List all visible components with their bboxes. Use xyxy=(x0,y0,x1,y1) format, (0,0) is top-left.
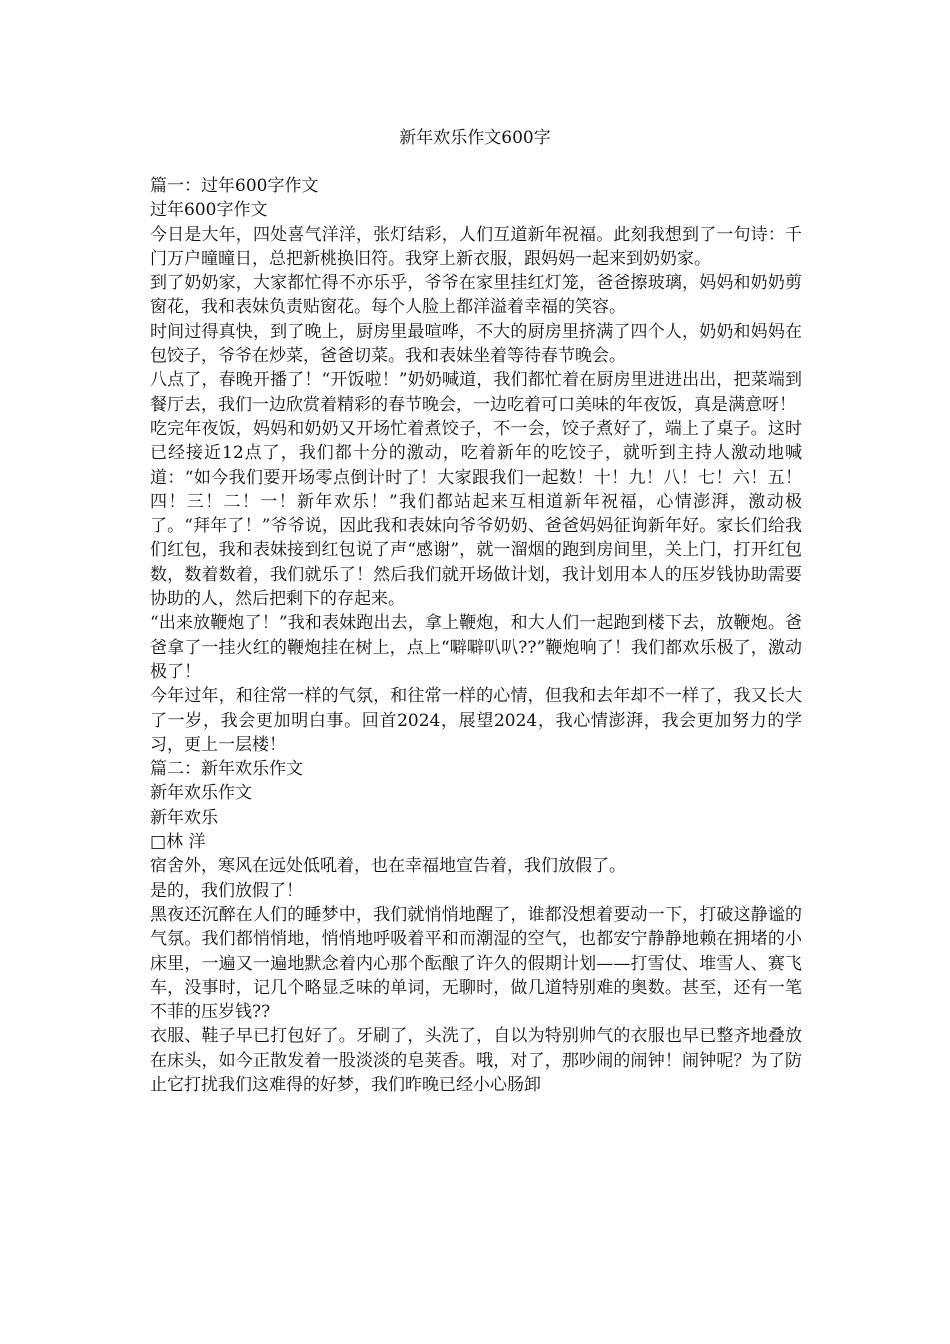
paragraph: 是的，我们放假了！ xyxy=(150,880,303,901)
paragraph: 宿舍外，寒风在远处低吼着，也在幸福地宣告着，我们放假了。 xyxy=(150,856,626,877)
document-body xyxy=(150,174,802,1097)
paragraph: 今年过年，和往常一样的气氛，和往常一样的心情，但我和去年却不一样了，我又长大了一岁，我会更加明白事。回首2024，展望2024，我心情澎湃，我会更加努力的学习，更上一层楼！ xyxy=(150,686,802,755)
paragraph: 到了奶奶家，大家都忙得不亦乐乎，爷爷在家里挂红灯笼，爸爸擦玻璃，妈妈和奶奶剪窗花，我和表妹负责贴窗花。每个人脸上都洋溢着幸福的笑容。 xyxy=(150,273,802,318)
paragraph: 今日是大年，四处喜气洋洋，张灯结彩，人们互道新年祝福。此刻我想到了一句诗：千门万户曈曈日，总把新桃换旧符。我穿上新衣服，跟妈妈一起来到奶奶家。 xyxy=(150,224,802,269)
paragraph: 衣服、鞋子早已打包好了。牙刷了，头洗了，自以为特别帅气的衣服也早已整齐地叠放在床头，如今正散发着一股淡淡的皂荚香。哦，对了，那吵闹的闹钟！闹钟呢？为了防止它打扰我们这难得的好梦，我们昨晚已经小心肠卸 xyxy=(150,1026,802,1095)
paragraph: 黑夜还沉醉在人们的睡梦中，我们就悄悄地醒了，谁都没想着要动一下，打破这静谧的气氛。我们都悄悄地，悄悄地呼吸着平和而潮湿的空气，也都安宁静静地赖在拥堵的小床里，一遍又一遍地默念着内心那个酝酿了许久的假期计划——打雪仗、堆雪人、赛飞车，没事时，记几个略显乏味的单词，无聊时，做几道特别难的奥数。甚至，还有一笔不菲的压岁钱?? xyxy=(150,904,802,1023)
paragraph: 吃完年夜饭，妈妈和奶奶又开场忙着煮饺子，不一会，饺子煮好了，端上了桌子。这时已经接近12点了，我们都十分的激动，吃着新年的吃饺子，就听到主持人激动地喊道：“如今我们要开场零点倒计时了！大家跟我们一起数！十！九！八！七！六！五！四！三！二！一！新年欢乐！”我们都站起来互相道新年祝福，心情澎湃，激动极了。“拜年了！”爷爷说，因此我和表妹向爷爷奶奶、爸爸妈妈征询新年好。家长们给我们红包，我和表妹接到红包说了声“感谢”，就一溜烟的跑到房间里，关上门，打开红包数，数着数着，我们就乐了！然后我们就开场做计划，我计划用本人的压岁钱协助需要协助的人，然后把剩下的存起来。 xyxy=(150,418,802,610)
article-title-1: 过年600字作文 xyxy=(150,200,268,221)
author-line: □林 洋 xyxy=(150,832,206,853)
paragraph: 时间过得真快，到了晚上，厨房里最喧哗，不大的厨房里挤满了四个人，奶奶和妈妈在包饺子，爷爷在炒菜，爸爸切菜。我和表妹坐着等待春节晚会。 xyxy=(150,321,802,367)
paragraph: “出来放鞭炮了！”我和表妹跑出去，拿上鞭炮，和大人们一起跑到楼下去，放鞭炮。爸爸拿了一挂火红的鞭炮挂在树上，点上“噼噼叭叭??”鞭炮响了！我们都欢乐极了，激动极了！ xyxy=(150,613,802,682)
section-heading-2: 篇二：新年欢乐作文 xyxy=(150,759,303,780)
section-heading-1: 篇一：过年600字作文 xyxy=(150,176,319,196)
article-title-2: 新年欢乐作文 xyxy=(150,783,252,804)
article-subtitle: 新年欢乐 xyxy=(150,807,218,828)
paragraph: 八点了，春晚开播了！“开饭啦！”奶奶喊道，我们都忙着在厨房里进进出出，把菜端到餐厅去，我们一边欣赏着精彩的春节晚会，一边吃着可口美味的年夜饭，真是满意呀！ xyxy=(150,370,802,415)
document-title: 新年欢乐作文600字 xyxy=(399,128,551,148)
